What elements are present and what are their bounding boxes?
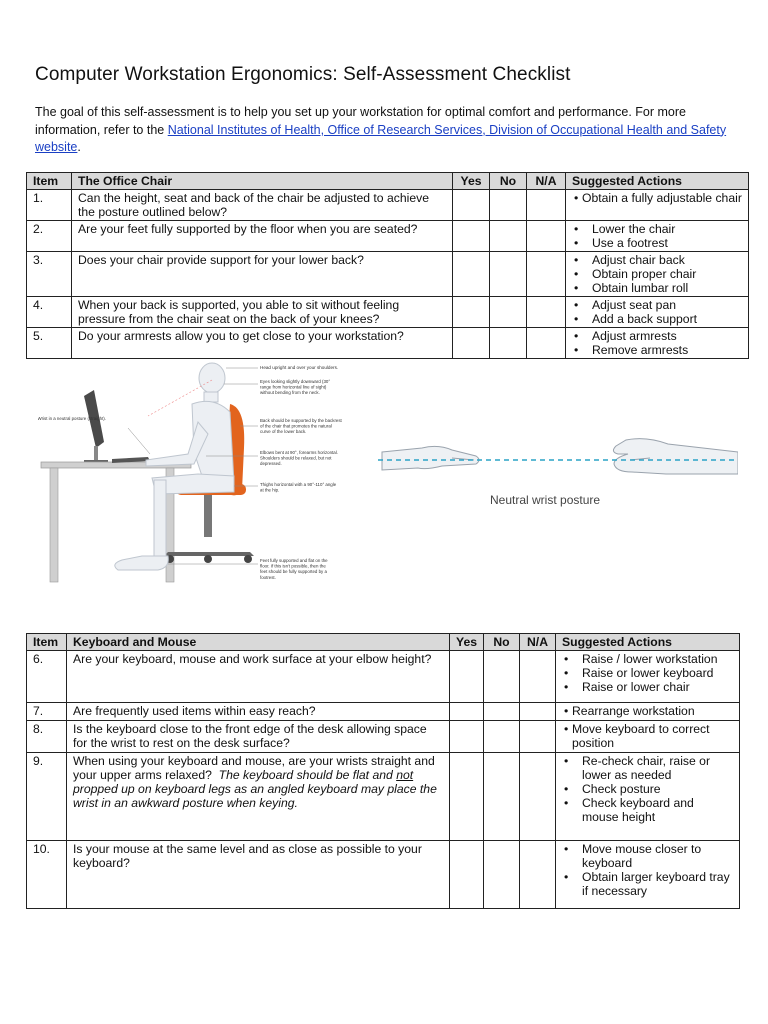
action-item: • Raise or lower chair bbox=[562, 680, 733, 694]
yes-cell[interactable] bbox=[453, 190, 490, 221]
workstation-posture-illustration bbox=[38, 356, 373, 588]
na-cell[interactable] bbox=[527, 297, 566, 328]
table-row bbox=[27, 221, 749, 252]
actions-cell bbox=[566, 252, 749, 297]
no-cell[interactable] bbox=[490, 221, 527, 252]
header-na: N/A bbox=[527, 173, 566, 190]
table-row bbox=[27, 721, 740, 753]
table-row bbox=[27, 651, 740, 703]
elbows-annotation bbox=[260, 450, 338, 466]
yes-cell[interactable] bbox=[450, 753, 484, 841]
actions-cell bbox=[566, 297, 749, 328]
question: Is your mouse at the same level and as close as possible to your keyboard? bbox=[67, 841, 450, 909]
table-row bbox=[27, 252, 749, 297]
no-cell[interactable] bbox=[484, 651, 520, 703]
actions-cell bbox=[556, 651, 740, 703]
action-item: • Move keyboard to correct position bbox=[562, 722, 733, 750]
question: When your back is supported, you able to sit without feeling pressure from the chair seat on the back of your knees? bbox=[72, 297, 453, 328]
question: Are your keyboard, mouse and work surface at your elbow height? bbox=[67, 651, 450, 703]
question-emphasis: not bbox=[396, 768, 414, 782]
action-item: • Add a back support bbox=[572, 312, 742, 326]
table-row bbox=[27, 190, 749, 221]
question: Are frequently used items within easy reach? bbox=[67, 703, 450, 721]
actions-cell bbox=[556, 841, 740, 909]
na-cell[interactable] bbox=[520, 753, 556, 841]
annotation-line: footrest. bbox=[260, 574, 276, 580]
yes-cell[interactable] bbox=[453, 328, 490, 359]
na-cell[interactable] bbox=[527, 190, 566, 221]
item-number: 6. bbox=[27, 651, 67, 703]
action-item: • Obtain proper chair bbox=[572, 267, 742, 281]
action-item: • Obtain a fully adjustable chair bbox=[572, 191, 742, 205]
back-annotation bbox=[260, 418, 343, 434]
question: Do your armrests allow you to get close to your workstation? bbox=[72, 328, 453, 359]
annotation-line: at the hip. bbox=[260, 487, 280, 493]
action-item: • Re-check chair, raise or lower as needed bbox=[562, 754, 733, 782]
na-cell[interactable] bbox=[527, 252, 566, 297]
annotation-line: Thighs horizontal with a 90°-110° angle bbox=[260, 482, 337, 487]
no-cell[interactable] bbox=[490, 190, 527, 221]
wrist-annotation: Wrist in a neutral posture (straight). bbox=[38, 416, 106, 421]
action-item: • Use a footrest bbox=[572, 236, 742, 250]
action-item: • Adjust seat pan bbox=[572, 298, 742, 312]
annotation-line: Shoulders should be relaxed, but not bbox=[260, 455, 332, 461]
feet-annotation bbox=[260, 558, 328, 580]
annotation-line: floor. If this isn't possible, then the bbox=[260, 563, 326, 569]
action-item: • Raise or lower keyboard bbox=[562, 666, 733, 680]
office-chair-table bbox=[26, 172, 749, 359]
annotation-line: Elbows bent at 90°, forearms horizontal. bbox=[260, 450, 338, 455]
no-cell[interactable] bbox=[484, 841, 520, 909]
intro-end: . bbox=[77, 140, 81, 154]
hand-side-view-icon bbox=[382, 446, 479, 470]
monitor-icon bbox=[84, 390, 108, 463]
header-no: No bbox=[490, 173, 527, 190]
actions-cell bbox=[556, 753, 740, 841]
table-header-row bbox=[27, 634, 740, 651]
annotation-line: Back should be supported by the backrest bbox=[260, 418, 342, 423]
annotation-line: range from horizontal line of sight) bbox=[260, 384, 327, 390]
page-title: Computer Workstation Ergonomics: Self-Assessment Checklist bbox=[35, 64, 571, 85]
annotation-line: Eyes looking slightly downward (30° bbox=[260, 379, 331, 384]
header-yes: Yes bbox=[453, 173, 490, 190]
yes-cell[interactable] bbox=[453, 297, 490, 328]
table-row bbox=[27, 753, 740, 841]
eyes-annotation bbox=[260, 379, 330, 395]
actions-cell bbox=[566, 221, 749, 252]
header-na: N/A bbox=[520, 634, 556, 651]
question: Can the height, seat and back of the chair be adjusted to achieve the posture outlined below? bbox=[72, 190, 453, 221]
header-section: The Office Chair bbox=[72, 173, 453, 190]
action-item: • Check posture bbox=[562, 782, 733, 796]
no-cell[interactable] bbox=[484, 703, 520, 721]
table-header-row bbox=[27, 173, 749, 190]
annotation-line: of the chair that promotes the natural bbox=[260, 423, 332, 429]
na-cell[interactable] bbox=[520, 721, 556, 753]
action-item: • Obtain larger keyboard tray if necessary bbox=[562, 870, 733, 898]
head-annotation: Head upright and over your shoulders. bbox=[260, 365, 339, 370]
eyes-annotation-text bbox=[260, 379, 330, 395]
na-cell[interactable] bbox=[520, 651, 556, 703]
actions-cell bbox=[566, 190, 749, 221]
action-item: • Adjust armrests bbox=[572, 329, 742, 343]
yes-cell[interactable] bbox=[450, 703, 484, 721]
item-number: 8. bbox=[27, 721, 67, 753]
item-number: 3. bbox=[27, 252, 72, 297]
question-note-end: propped up on keyboard legs as an angled keyboard may place the wrist in an awkward posture when keying. bbox=[73, 782, 437, 810]
yes-cell[interactable] bbox=[450, 721, 484, 753]
actions-cell bbox=[566, 328, 749, 359]
intro-paragraph bbox=[35, 104, 735, 157]
yes-cell[interactable] bbox=[453, 221, 490, 252]
no-cell[interactable] bbox=[490, 297, 527, 328]
question-part: When using your keyboard and mouse, are your wrists straight and your upper arms relaxed? bbox=[73, 754, 435, 782]
table-row bbox=[27, 297, 749, 328]
na-cell[interactable] bbox=[527, 221, 566, 252]
table-row bbox=[27, 328, 749, 359]
item-number: 1. bbox=[27, 190, 72, 221]
table-row bbox=[27, 703, 740, 721]
action-item: • Obtain lumbar roll bbox=[572, 281, 742, 295]
header-section: Keyboard and Mouse bbox=[67, 634, 450, 651]
yes-cell[interactable] bbox=[453, 252, 490, 297]
question-note: The keyboard should be flat and bbox=[218, 768, 393, 782]
keyboard-mouse-table bbox=[26, 633, 740, 909]
header-yes: Yes bbox=[450, 634, 484, 651]
item-number: 7. bbox=[27, 703, 67, 721]
annotation-line: Feet fully supported and flat on the bbox=[260, 558, 328, 563]
na-cell[interactable] bbox=[527, 328, 566, 359]
action-item: • Move mouse closer to keyboard bbox=[562, 842, 733, 870]
neutral-wrist-illustration bbox=[378, 418, 738, 513]
yes-cell[interactable] bbox=[450, 651, 484, 703]
na-cell[interactable] bbox=[520, 841, 556, 909]
no-cell[interactable] bbox=[490, 328, 527, 359]
action-item: • Rearrange workstation bbox=[562, 704, 733, 718]
header-actions: Suggested Actions bbox=[556, 634, 740, 651]
header-item: Item bbox=[27, 173, 72, 190]
header-no: No bbox=[484, 634, 520, 651]
annotation-line: curve of the lower back. bbox=[260, 429, 307, 435]
actions-cell bbox=[556, 721, 740, 753]
header-actions: Suggested Actions bbox=[566, 173, 749, 190]
question: Are your feet fully supported by the floor when you are seated? bbox=[72, 221, 453, 252]
nih-link[interactable]: National Institutes of Health, Office of Research Services, Division of Occupational Health and Safety website bbox=[35, 122, 727, 154]
question: Is the keyboard close to the front edge of the desk allowing space for the wrist to rest on the desk surface? bbox=[67, 721, 450, 753]
item-number: 9. bbox=[27, 753, 67, 841]
question: Does your chair provide support for your lower back? bbox=[72, 252, 453, 297]
no-cell[interactable] bbox=[490, 252, 527, 297]
actions-cell bbox=[556, 703, 740, 721]
question bbox=[67, 753, 450, 841]
item-number: 10. bbox=[27, 841, 67, 909]
neutral-wrist-caption: Neutral wrist posture bbox=[490, 493, 601, 507]
table-row bbox=[27, 841, 740, 909]
item-number: 4. bbox=[27, 297, 72, 328]
yes-cell[interactable] bbox=[450, 841, 484, 909]
item-number: 2. bbox=[27, 221, 72, 252]
intro-text: The goal of this self-assessment is to help you set up your workstation for optimal comfort and performance. For more information, refer to the bbox=[35, 105, 686, 137]
action-item: • Remove armrests bbox=[572, 343, 742, 357]
item-number: 5. bbox=[27, 328, 72, 359]
annotation-line: feet should be fully supported by a bbox=[260, 569, 327, 575]
action-item: • Lower the chair bbox=[572, 222, 742, 236]
na-cell[interactable] bbox=[520, 703, 556, 721]
no-cell[interactable] bbox=[484, 753, 520, 841]
thighs-annotation bbox=[260, 482, 337, 493]
header-item: Item bbox=[27, 634, 67, 651]
action-item: • Adjust chair back bbox=[572, 253, 742, 267]
hand-top-view-icon bbox=[613, 439, 738, 474]
no-cell[interactable] bbox=[484, 721, 520, 753]
action-item: • Raise / lower workstation bbox=[562, 652, 733, 666]
annotation-line: without bending from the neck. bbox=[260, 390, 320, 396]
action-item: • Check keyboard and mouse height bbox=[562, 796, 733, 824]
annotation-line: depressed. bbox=[260, 461, 282, 467]
